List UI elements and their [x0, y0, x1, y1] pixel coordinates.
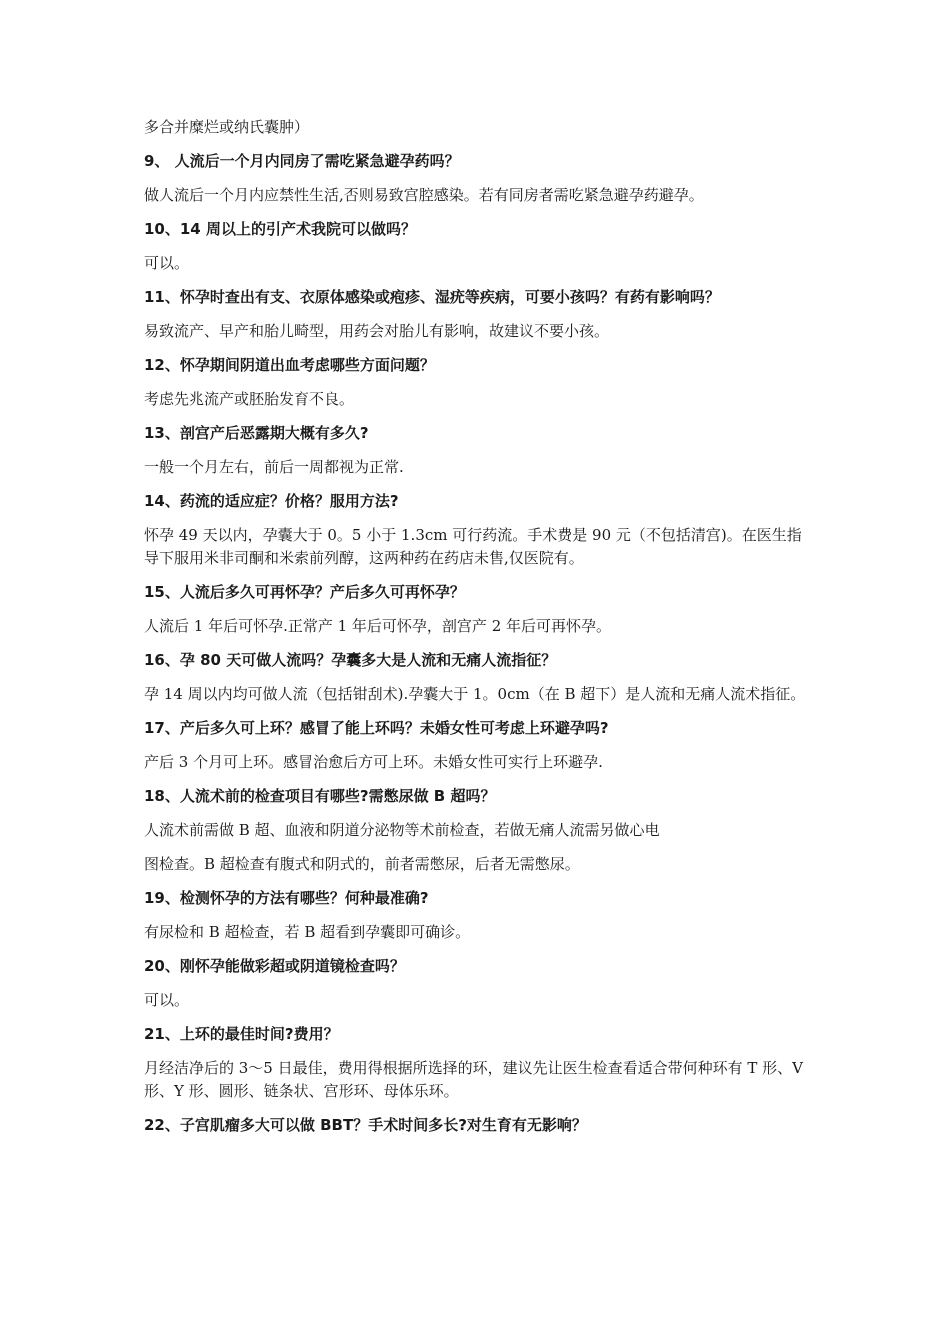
- question-20: 20、刚怀孕能做彩超或阴道镜检查吗？: [144, 957, 405, 975]
- answer-20: 可以。: [144, 991, 190, 1009]
- document-body: [144, 116, 812, 1137]
- answer-15: 人流后 1 年后可怀孕.正常产 1 年后可怀孕，剖宫产 2 年后可再怀孕。: [144, 617, 612, 635]
- question-14: 14、药流的适应症？价格？服用方法?: [144, 492, 399, 510]
- answer-17: 产后 3 个月可上环。感冒治愈后方可上环。未婚女性可实行上环避孕.: [144, 753, 603, 771]
- question-19: 19、检测怀孕的方法有哪些？何种最准确?: [144, 889, 429, 907]
- answer-21: 月经洁净后的 3～5 日最佳，费用得根据所选择的环，建议先让医生检查看适合带何种环有 T 形、V 形、Y 形、圆形、链条状、宫形环、母体乐环。: [144, 1059, 804, 1100]
- answer-13: 一般一个月左右，前后一周都视为正常.: [144, 458, 404, 476]
- question-18: 18、人流术前的检查项目有哪些?需憋尿做 B 超吗？: [144, 787, 496, 805]
- question-15: 15、人流后多久可再怀孕？产后多久可再怀孕？: [144, 583, 465, 601]
- question-17: 17、产后多久可上环？感冒了能上环吗？未婚女性可考虑上环避孕吗?: [144, 719, 609, 737]
- answer-18-part-2: 图检查。B 超检查有腹式和阴式的，前者需憋尿，后者无需憋尿。: [144, 855, 580, 873]
- answer-18-part-1: 人流术前需做 B 超、血液和阴道分泌物等术前检查，若做无痛人流需另做心电: [144, 821, 660, 839]
- question-16: 16、孕 80 天可做人流吗？孕囊多大是人流和无痛人流指征？: [144, 651, 557, 669]
- answer-10: 可以。: [144, 254, 190, 272]
- answer-11: 易致流产、早产和胎儿畸型，用药会对胎儿有影响，故建议不要小孩。: [144, 322, 610, 340]
- question-21: 21、上环的最佳时间?费用？: [144, 1025, 339, 1043]
- question-22: 22、子宫肌瘤多大可以做 BBT？手术时间多长?对生育有无影响？: [144, 1116, 587, 1134]
- answer-19: 有尿检和 B 超检查，若 B 超看到孕囊即可确诊。: [144, 923, 471, 941]
- answer-12: 考虑先兆流产或胚胎发育不良。: [144, 390, 355, 408]
- question-13: 13、剖宫产后恶露期大概有多久?: [144, 424, 369, 442]
- question-9: 9、 人流后一个月内同房了需吃紧急避孕药吗？: [144, 152, 460, 170]
- answer-9: 做人流后一个月内应禁性生活,否则易致宫腔感染。若有同房者需吃紧急避孕药避孕。: [144, 186, 704, 204]
- question-10: 10、14 周以上的引产术我院可以做吗？: [144, 220, 416, 238]
- answer-16: 孕 14 周以内均可做人流（包括钳刮术).孕囊大于 1。0cm（在 B 超下）是人流和无痛人流术指征。: [144, 685, 806, 703]
- continuation-text: 多合并糜烂或纳氏囊肿）: [144, 118, 310, 136]
- answer-14: 怀孕 49 天以内，孕囊大于 0。5 小于 1.3cm 可行药流。手术费是 90 元（不包括清宫)。在医生指导下服用米非司酮和米索前列醇，这两种药在药店未售,仅医院有。: [144, 526, 802, 567]
- question-11: 11、怀孕时查出有支、衣原体感染或疱疹、湿疣等疾病，可要小孩吗？有药有影响吗？: [144, 288, 720, 306]
- question-12: 12、怀孕期间阴道出血考虑哪些方面问题？: [144, 356, 435, 374]
